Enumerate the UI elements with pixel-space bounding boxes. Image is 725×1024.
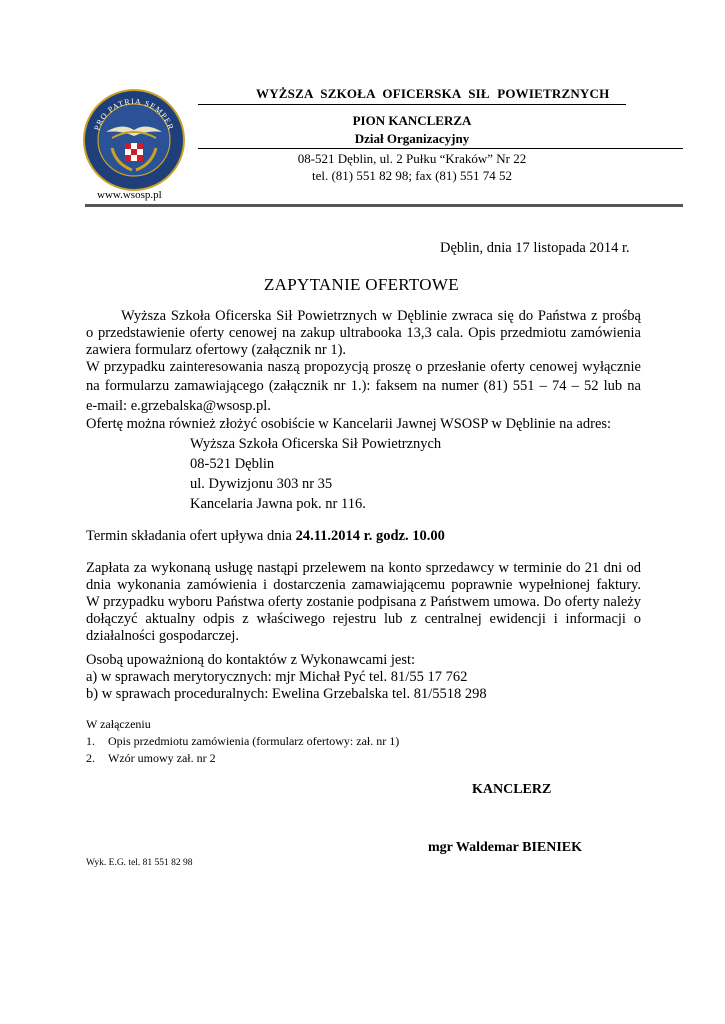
- body-line: W przypadku wyboru Państwa oferty zostanie podpisana z Państwem umowa. Do oferty należy: [86, 594, 641, 610]
- contacts-line: a) w sprawach merytorycznych: mjr Michał Pyć tel. 81/55 17 762: [86, 669, 468, 685]
- body-line: Wyższa Szkoła Oficerska Sił Powietrznych w Dęblinie zwraca się do Państwa z prośbą: [121, 308, 641, 324]
- deadline-text: Termin składania ofert upływa dnia: [86, 528, 296, 544]
- website-link[interactable]: www.wsosp.pl: [97, 189, 162, 201]
- deadline-date: 24.11.2014 r. godz. 10.00: [295, 528, 445, 544]
- contacts-line: b) w sprawach proceduralnych: Ewelina Grzebalska tel. 81/5518 298: [86, 686, 487, 702]
- address-line: Wyższa Szkoła Oficerska Sił Powietrznych: [190, 436, 442, 452]
- contacts-line: Osobą upoważnioną do kontaktów z Wykonawcami jest:: [86, 652, 416, 668]
- attachment-text: Opis przedmiotu zamówienia (formularz ofertowy: zał. nr 1): [108, 734, 400, 748]
- document-title: ZAPYTANIE OFERTOWE: [264, 275, 459, 294]
- body-line: Ofertę można również złożyć osobiście w Kancelarii Jawnej WSOSP w Dęblinie na adres:: [86, 416, 612, 432]
- header-bottom-rule: [85, 204, 683, 207]
- address-line: ul. Dywizjonu 303 nr 35: [190, 476, 333, 492]
- attachment-text: Wzór umowy zał. nr 2: [108, 751, 216, 765]
- svg-text:PRO PATRIA SEMPER: PRO PATRIA SEMPER: [92, 96, 176, 132]
- body-line: zawiera formularz ofertowy (załącznik nr 1).: [86, 342, 347, 358]
- body-line: na formularzu zamawiającego (załącznik nr 1.): faksem na numer (81) 551 – 74 – 52 lub na: [86, 378, 641, 394]
- body-line: dnia wykonania zamówienia i dostarczenia zamawiającemu poprawnie wypełnionej faktury.: [86, 577, 641, 593]
- school-logo-icon: [82, 88, 186, 192]
- signature-role: KANCLERZ: [472, 782, 552, 797]
- division-name: PION KANCLERZA: [352, 113, 472, 128]
- institution-address: 08-521 Dęblin, ul. 2 Pułku “Kraków” Nr 22: [297, 151, 527, 166]
- attachment-num: 1.: [86, 734, 95, 748]
- body-line: o przedstawienie oferty cenowej na zakup ultrabooka 13,3 cala. Opis przedmiotu zamówienia: [86, 325, 641, 341]
- deadline-line: [86, 528, 445, 545]
- attachment-num: 2.: [86, 751, 95, 765]
- institution-phone: tel. (81) 551 82 98; fax (81) 551 74 52: [311, 168, 513, 183]
- body-line: e-mail: e.grzebalska@wsosp.pl.: [86, 398, 271, 414]
- date-line: Dęblin, dnia 17 listopada 2014 r.: [440, 240, 630, 256]
- header-divider: [198, 104, 626, 105]
- body-line: działalności gospodarczej.: [86, 628, 239, 644]
- body-line: W przypadku zainteresowania naszą propozycją proszę o przesłanie oferty cenowej wyłącznie: [86, 359, 641, 375]
- attachment-item: [86, 751, 216, 766]
- body-line: Zapłata za wykonaną usługę nastąpi przelewem na konto sprzedawcy w terminie do 21 dni od: [86, 560, 641, 576]
- attachments-title: W załączeniu: [86, 717, 151, 731]
- address-line: Kancelaria Jawna pok. nr 116.: [190, 496, 366, 512]
- institution-name: WYŻSZA SZKOŁA OFICERSKA SIŁ POWIETRZNYCH: [256, 86, 610, 101]
- attachment-item: [86, 734, 400, 749]
- signature-name: mgr Waldemar BIENIEK: [428, 840, 583, 855]
- address-line: 08-521 Dęblin: [190, 456, 275, 472]
- department-name: Dział Organizacyjny: [354, 131, 470, 146]
- body-line: dołączyć aktualny odpis z właściwego rejestru lub z centralnej ewidencji i informacji o: [86, 611, 641, 627]
- header-divider: [198, 148, 683, 149]
- prepared-by: Wyk. E.G. tel. 81 551 82 98: [86, 858, 193, 868]
